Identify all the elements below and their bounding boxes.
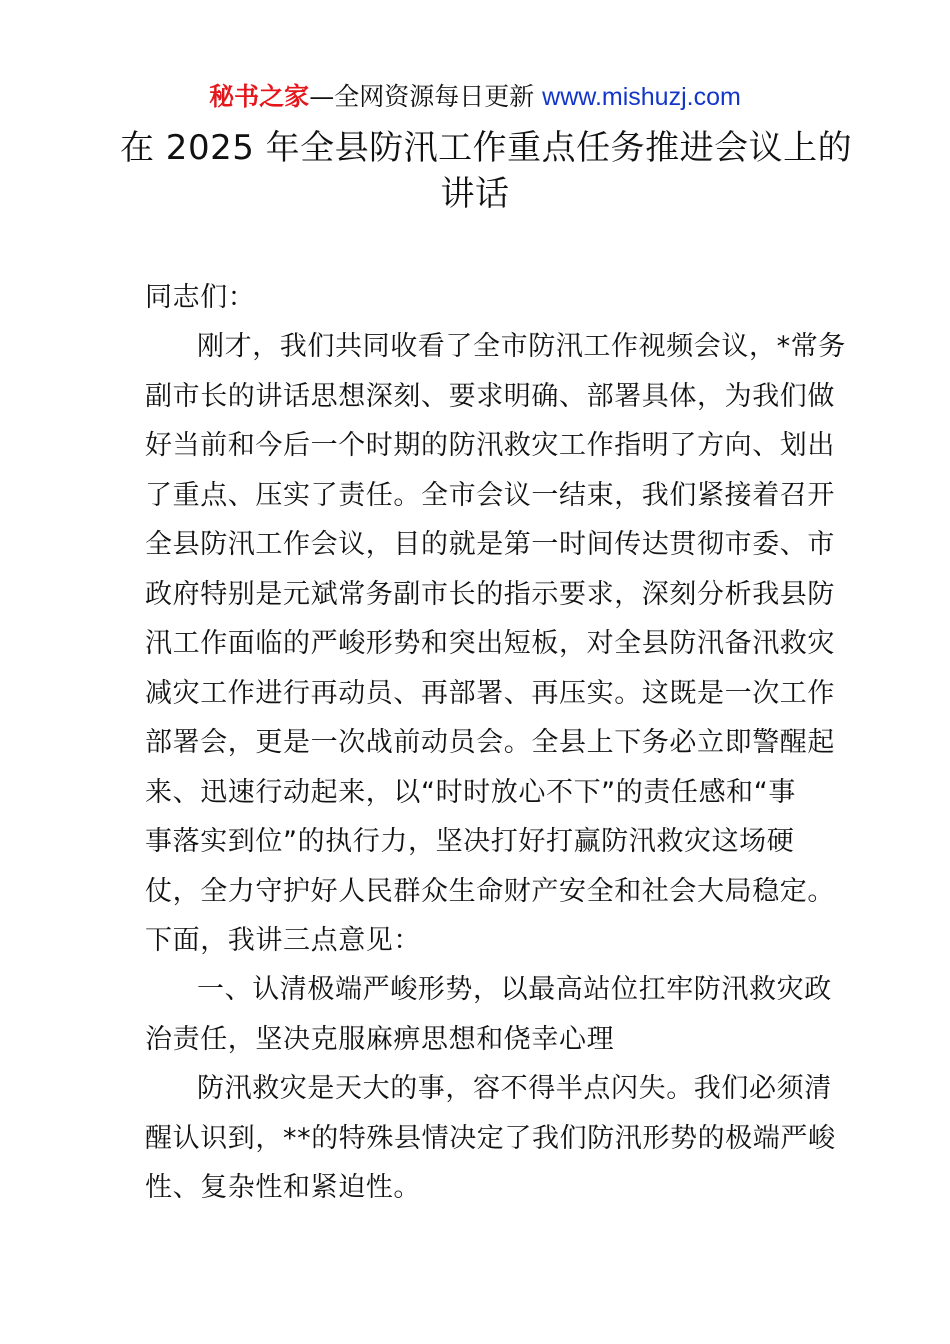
brand-name: 秘书之家 [209, 82, 310, 111]
text-line: 好当前和今后一个时期的防汛救灾工作指明了方向、划出 [145, 430, 835, 461]
text-line: 仗，全力守护好人民群众生命财产安全和社会大局稳定。 [145, 875, 835, 907]
title-line: 在 2025 年全县防汛工作重点任务推进会议上的 [120, 128, 853, 168]
text-line: 醒认识到，**的特殊县情决定了我们防汛形势的极端严峻 [145, 1122, 836, 1154]
text-line: 刚才，我们共同收看了全市防汛工作视频会议，*常务 [197, 331, 846, 362]
text-line: 了重点、压实了责任。全市会议一结束，我们紧接着召开 [145, 479, 835, 511]
text-line: 全县防汛工作会议，目的就是第一时间传达贯彻市委、市 [145, 529, 835, 560]
site-link[interactable]: www.mishuzj.com [542, 83, 741, 111]
text-line: 减灾工作进行再动员、再部署、再压实。这既是一次工作 [145, 677, 835, 709]
text-line: 下面，我讲三点意见： [145, 925, 421, 956]
greeting [145, 273, 815, 323]
heading-line: 一、认清极端严峻形势，以最高站位扛牢防汛救灾政 [197, 974, 832, 1005]
text-line: 政府特别是元斌常务副市长的指示要求，深刻分析我县防 [145, 578, 835, 610]
text-line: 汛工作面临的严峻形势和突出短板，对全县防汛备汛救灾 [145, 628, 835, 659]
text-line: 性、复杂性和紧迫性。 [145, 1172, 421, 1203]
text-line: 防汛救灾是天大的事，容不得半点闪失。我们必须清 [197, 1073, 832, 1104]
text-line: 部署会，更是一次战前动员会。全县上下务必立即警醒起 [145, 727, 835, 758]
title-line: 讲话 [440, 174, 510, 214]
paragraph-1 [145, 322, 846, 966]
document-title [120, 125, 853, 217]
paragraph-2 [145, 1064, 836, 1213]
greeting-text: 同志们： [145, 282, 256, 313]
site-banner [0, 80, 950, 114]
section-heading-1 [145, 965, 832, 1064]
text-line: 事落实到位”的执行力，坚决打好打赢防汛救灾这场硬 [145, 826, 795, 857]
text-line: 来、迅速行动起来，以“时时放心不下”的责任感和“事 [145, 776, 796, 808]
text-line: 副市长的讲话思想深刻、要求明确、部署具体，为我们做 [145, 380, 835, 412]
heading-line: 治责任，坚决克服麻痹思想和侥幸心理 [145, 1023, 615, 1055]
banner-tagline: —全网资源每日更新 [309, 82, 535, 111]
